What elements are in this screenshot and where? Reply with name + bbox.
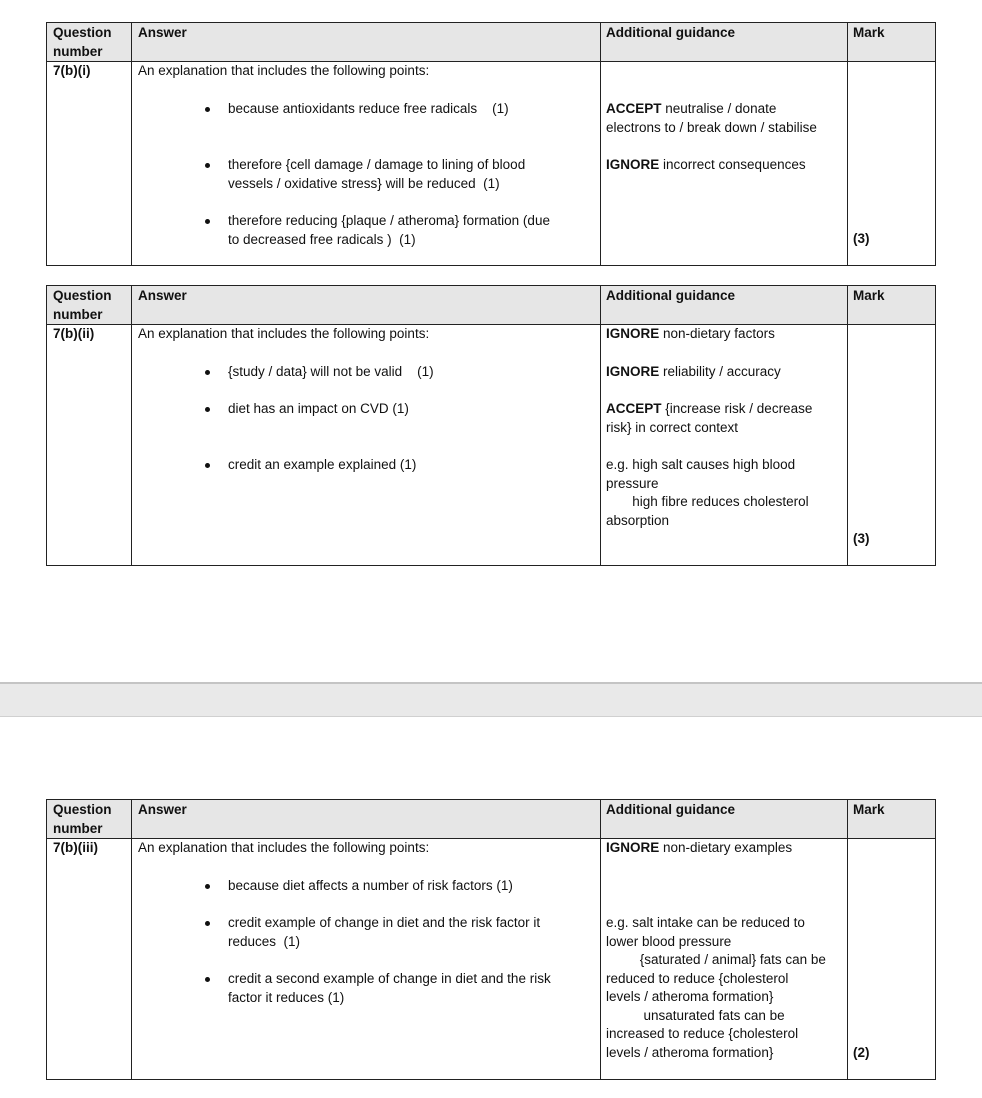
answer-point: therefore {cell damage / damage to lining of blood vessels / oxidative stress} will be reduced (1)	[228, 157, 526, 191]
bullet-icon	[205, 463, 210, 468]
column-divider	[131, 286, 132, 565]
bullet-icon	[205, 163, 210, 168]
header-additional-guidance: Additional guidance	[606, 288, 736, 303]
bullet-icon	[205, 407, 210, 412]
header-question-number: Question number	[53, 288, 112, 322]
guidance-text: e.g. high salt causes high blood pressure high fibre reduces cholesterol absorption	[606, 457, 809, 528]
answer-point: diet has an impact on CVD (1)	[228, 401, 409, 416]
mark-scheme-table	[46, 22, 936, 266]
question-number: 7(b)(ii)	[53, 326, 95, 341]
column-divider	[847, 286, 848, 565]
guidance-item	[606, 100, 846, 137]
page-break	[0, 682, 982, 717]
mark-scheme-table	[46, 799, 936, 1080]
mark-value: (3)	[853, 231, 870, 246]
header-question-number: Question number	[53, 25, 112, 59]
guidance-keyword: ACCEPT	[606, 401, 662, 416]
answer-point: {study / data} will not be valid (1)	[228, 364, 434, 379]
bullet-icon	[205, 370, 210, 375]
guidance-item	[606, 156, 846, 175]
answer-point: credit an example explained (1)	[228, 457, 417, 472]
header-answer: Answer	[138, 288, 187, 303]
header-question-number: Question number	[53, 802, 112, 836]
guidance-keyword: ACCEPT	[606, 101, 662, 116]
header-answer: Answer	[138, 802, 187, 817]
guidance-item	[606, 914, 846, 1062]
question-number: 7(b)(i)	[53, 63, 91, 78]
column-divider	[600, 286, 601, 565]
bullet-icon	[205, 921, 210, 926]
guidance-item	[606, 456, 846, 530]
column-divider	[131, 23, 132, 265]
guidance-text: non-dietary factors	[659, 326, 775, 341]
column-divider	[131, 800, 132, 1079]
column-divider	[847, 23, 848, 265]
guidance-item	[606, 363, 846, 382]
guidance-text: incorrect consequences	[659, 157, 806, 172]
header-additional-guidance: Additional guidance	[606, 25, 736, 40]
answer-point: because diet affects a number of risk factors (1)	[228, 878, 513, 893]
header-additional-guidance: Additional guidance	[606, 802, 736, 817]
guidance-item	[606, 325, 846, 344]
mark-scheme-table	[46, 285, 936, 566]
answer-point: because antioxidants reduce free radicals (1)	[228, 101, 509, 116]
bullet-icon	[205, 977, 210, 982]
guidance-keyword: IGNORE	[606, 157, 660, 172]
guidance-item	[606, 400, 846, 437]
answer-intro: An explanation that includes the following points:	[138, 840, 430, 855]
mark-value: (2)	[853, 1045, 870, 1060]
answer-intro: An explanation that includes the following points:	[138, 326, 430, 341]
answer-intro: An explanation that includes the following points:	[138, 63, 430, 78]
mark-value: (3)	[853, 531, 870, 546]
bullet-icon	[205, 219, 210, 224]
answer-point: credit a second example of change in diet and the risk factor it reduces (1)	[228, 971, 551, 1005]
bullet-icon	[205, 884, 210, 889]
column-divider	[847, 800, 848, 1079]
question-number: 7(b)(iii)	[53, 840, 98, 855]
answer-point: therefore reducing {plaque / atheroma} formation (due to decreased free radicals ) (1)	[228, 213, 550, 247]
guidance-text: {increase risk / decrease risk} in correct context	[606, 401, 813, 435]
header-mark: Mark	[853, 25, 885, 40]
guidance-keyword: IGNORE	[606, 326, 660, 341]
bullet-icon	[205, 107, 210, 112]
column-divider	[600, 800, 601, 1079]
guidance-text: neutralise / donate electrons to / break down / stabilise	[606, 101, 817, 135]
guidance-keyword: IGNORE	[606, 364, 660, 379]
guidance-text: reliability / accuracy	[659, 364, 781, 379]
guidance-text: non-dietary examples	[659, 840, 793, 855]
guidance-item	[606, 839, 846, 858]
header-mark: Mark	[853, 802, 885, 817]
guidance-keyword: IGNORE	[606, 840, 660, 855]
answer-point: credit example of change in diet and the risk factor it reduces (1)	[228, 915, 541, 949]
header-mark: Mark	[853, 288, 885, 303]
column-divider	[600, 23, 601, 265]
header-answer: Answer	[138, 25, 187, 40]
guidance-text: e.g. salt intake can be reduced to lower blood pressure {saturated / animal} fats can be reduced to reduce {cholesterol levels / atheroma formation} unsaturated fats can be increased to reduce {cholesterol levels / atheroma formation}	[606, 915, 826, 1060]
